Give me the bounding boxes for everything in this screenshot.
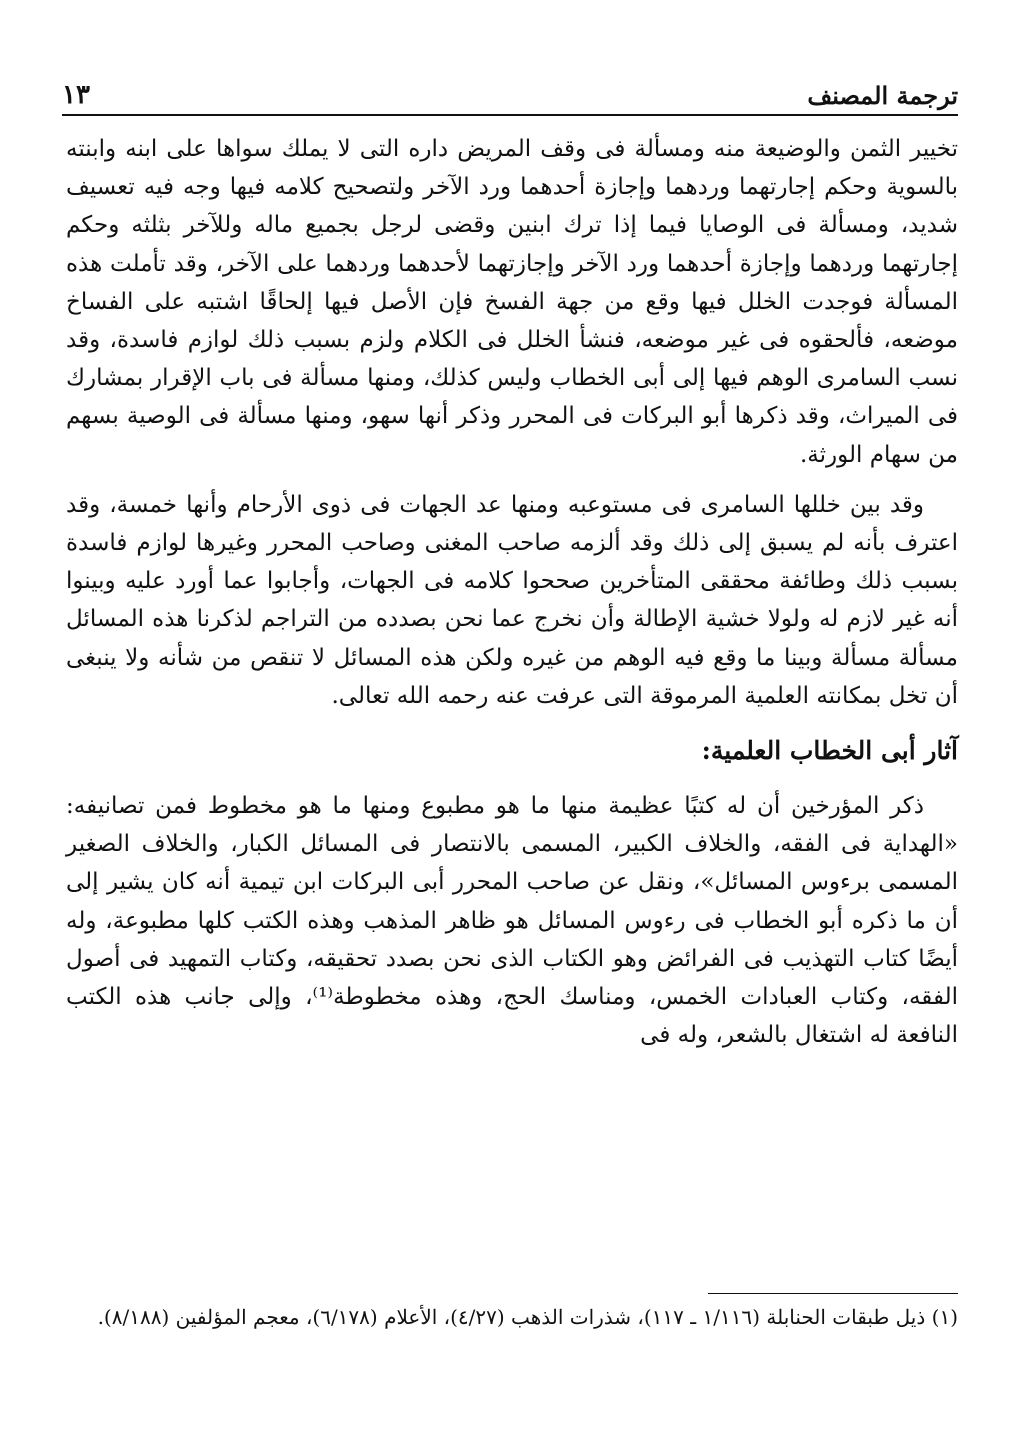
- footnote-divider: [708, 1293, 958, 1294]
- paragraph-1: تخيير الثمن والوضيعة منه ومسألة فى وقف المريض داره التى لا يملك سواها على ابنه وابنته بالسوية وحكم إجارتهما وردهما وإجازة أحدهما ورد الآخر ولتصحيح كلامه فيها وجه فيه تعسيف شديد، ومسألة فى الوصايا فيما إذا ترك ابنين وقضى لرجل بجميع ماله وللآخر بثلثه وحكم إجارتهما وردهما وإجازة أحدهما ورد الآخر وإجازتهما لأحدهما وردهما على الآخر، وقد تأملت هذه المسألة فوجدت الخلل فيها وقع من جهة الفسخ فإن الأصل فيها إلحاقًا اشتبه على الفساخ موضعه، فألحقوه فى غير موضعه، فنشأ الخلل فى الكلام ولزم بسبب ذلك لوازم فاسدة، وقد نسب السامرى الوهم فيها إلى أبى الخطاب وليس كذلك، ومنها مسألة فى باب الإقرار بمشارك فى الميراث، وقد ذكرها أبو البركات فى المحرر وذكر أنها سهو، ومنها مسألة فى الوصية بسهم من سهام الورثة.: [66, 136, 958, 468]
- section-heading: آثار أبى الخطاب العلمية:: [701, 736, 958, 766]
- page-number: ١٣: [62, 80, 90, 110]
- footnote: (١) ذيل طبقات الحنابلة (١/١١٦ ـ ١١٧)، شذرات الذهب (٤/٢٧)، الأعلام (٦/١٧٨)، معجم المؤلفين (٨/١٨٨).: [97, 1305, 958, 1329]
- body-text: [66, 130, 958, 1066]
- page-header: [62, 70, 958, 116]
- running-title: ترجمة المصنف: [807, 81, 958, 110]
- paragraph-2: وقد بين خللها السامرى فى مستوعبه ومنها عد الجهات فى ذوى الأرحام وأنها خمسة، وقد اعترف بأنه لم يسبق إلى ذلك وقد ألزمه صاحب المغنى وصاحب المحرر وغيرها لوازم فاسدة بسبب ذلك وطائفة محققى المتأخرين صححوا كلامه فى الجهات، وأجابوا عما أورد عليه وبينوا أنه غير لازم له ولولا خشية الإطالة وأن نخرج عما نحن بصدده من التراجم لذكرنا هذه المسائل مسألة مسألة وبينا ما وقع فيه الوهم من غيره ولكن هذه المسائل لا تنقص من شأنه ولا ينبغى أن تخل بمكانته العلمية المرموقة التى عرفت عنه رحمه الله تعالى.: [66, 491, 958, 709]
- paragraph-3: ذكر المؤرخين أن له كتبًا عظيمة منها ما هو مطبوع ومنها ما هو مخطوط فمن تصانيفه: «الهداية فى الفقه، والخلاف الكبير، المسمى بالانتصار فى المسائل الكبار، والخلاف الصغير المسمى برءوس المسائل»، ونقل عن صاحب المحرر أبى البركات ابن تيمية أنه كان يشير إلى أن ما ذكره أبو الخطاب فى رءوس المسائل هو ظاهر المذهب وهذه الكتب كلها مطبوعة، وله أيضًا كتاب التهذيب فى الفرائض وهو الكتاب الذى نحن بصدد تحقيقه، وكتاب التمهيد فى أصول الفقه، وكتاب العبادات الخمس، ومناسك الحج، وهذه مخطوطة⁽¹⁾، وإلى جانب هذه الكتب النافعة له اشتغال بالشعر، وله فى: [66, 793, 958, 1049]
